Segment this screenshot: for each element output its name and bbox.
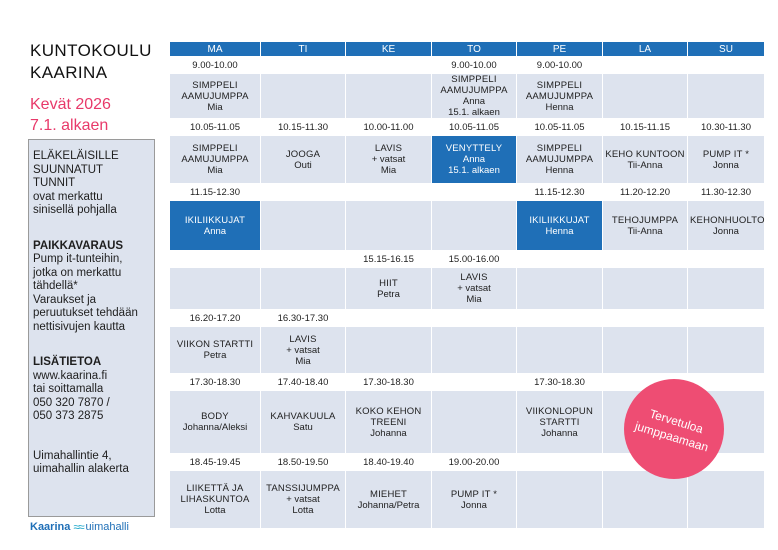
empty-cell — [432, 201, 517, 251]
time-cell — [432, 310, 517, 327]
class-note: 15.1. alkaen — [448, 107, 500, 118]
info-sidebar — [28, 139, 155, 517]
senior-heading-3: TUNNIT — [33, 177, 76, 189]
senior-text-2: sinisellä pohjalla — [33, 204, 117, 216]
class-note: + vatsat — [371, 154, 406, 165]
class-name: JOOGA — [285, 148, 321, 160]
class-row — [170, 471, 765, 529]
senior-heading-1: ELÄKELÄISILLE — [33, 150, 119, 162]
time-cell: 15.15-16.15 — [346, 251, 432, 268]
class-name: LIIKETTÄ JA LIHASKUNTOA — [180, 483, 250, 505]
class-cell — [517, 136, 603, 184]
waves-icon: ≈≈ — [73, 520, 83, 534]
day-header-su: SU — [688, 42, 765, 57]
class-name: IKILIIKKUJAT — [184, 214, 246, 226]
time-cell: 11.20-12.20 — [603, 184, 688, 201]
booking-line: nettisivujen kautta — [33, 320, 126, 333]
time-cell: 17.30-18.30 — [517, 374, 603, 391]
empty-cell — [346, 327, 432, 374]
day-header-to: TO — [432, 42, 517, 57]
booking-line: jotka on merkattu — [33, 266, 122, 279]
class-name: SIMPPELI AAMUJUMPPA — [525, 79, 594, 102]
class-cell — [170, 74, 261, 119]
time-cell — [346, 310, 432, 327]
class-note: + vatsat — [286, 344, 320, 356]
class-cell — [346, 136, 432, 184]
instructor-name: Johanna — [541, 427, 578, 439]
page-title — [30, 40, 152, 84]
class-cell — [432, 74, 517, 119]
senior-text-1: ovat merkattu — [33, 190, 103, 203]
welcome-badge — [624, 379, 724, 479]
logo-name: Kaarina — [30, 521, 71, 533]
time-cell: 19.00-20.00 — [432, 454, 517, 471]
time-cell: 15.00-16.00 — [432, 251, 517, 268]
time-cell — [170, 251, 261, 268]
class-name: SIMPPELI AAMUJUMPPA — [181, 143, 249, 165]
class-name: SIMPPELI AAMUJUMPPA — [525, 143, 594, 165]
day-header-ke: KE — [346, 42, 432, 57]
instructor-name: Jonna — [461, 499, 487, 511]
class-name: LAVIS — [289, 333, 317, 345]
empty-cell — [688, 74, 765, 119]
empty-cell — [170, 268, 261, 310]
kaarina-logo — [30, 520, 129, 534]
class-cell — [517, 391, 603, 454]
class-cell — [517, 201, 603, 251]
time-row — [170, 119, 765, 136]
class-note: 15.1. alkaen — [448, 165, 500, 176]
season-line-2: 7.1. alkaen — [30, 117, 109, 134]
contact-line: www.kaarina.fi — [33, 369, 108, 382]
empty-cell — [688, 471, 765, 529]
instructor-name: Johanna — [370, 427, 407, 439]
time-cell: 9.00-10.00 — [432, 57, 517, 74]
welcome-text: Tervetuloa jumppaamaan — [633, 406, 711, 455]
empty-cell — [517, 268, 603, 310]
empty-cell — [688, 327, 765, 374]
contact-line: 050 373 2875 — [33, 410, 104, 422]
class-name: VENYTTELY — [445, 143, 503, 154]
booking-line: Varaukset ja — [33, 293, 97, 306]
time-cell: 11.30-12.30 — [688, 184, 765, 201]
class-name: TANSSIJUMPPA — [266, 483, 340, 494]
time-cell: 17.30-18.30 — [170, 374, 261, 391]
instructor-name: Henna — [545, 225, 574, 237]
empty-cell — [603, 327, 688, 374]
class-cell — [432, 471, 517, 529]
class-note: + vatsat — [457, 283, 491, 294]
class-cell — [432, 136, 517, 184]
time-cell: 18.50-19.50 — [261, 454, 346, 471]
time-cell — [603, 251, 688, 268]
class-cell — [603, 201, 688, 251]
instructor-name: Mia — [207, 101, 223, 113]
logo-suffix: uimahalli — [85, 521, 129, 533]
instructor-name: Lotta — [292, 505, 314, 516]
class-cell — [170, 201, 261, 251]
address-line: uimahallin alakerta — [33, 463, 129, 475]
class-row — [170, 201, 765, 251]
class-name: MIEHET — [369, 488, 408, 500]
class-name: TEHOJUMPPA — [611, 214, 679, 226]
booking-line: Pump it-tunteihin, — [33, 253, 123, 265]
time-cell: 10.05-11.05 — [517, 119, 603, 136]
instructor-name: Jonna — [713, 225, 739, 237]
class-row — [170, 136, 765, 184]
class-cell — [517, 74, 603, 119]
class-name: BODY — [201, 411, 229, 422]
instructor-name: Johanna/Petra — [357, 499, 420, 511]
time-cell: 10.05-11.05 — [432, 119, 517, 136]
day-header-row — [170, 42, 765, 57]
class-name: KAHVAKUULA — [270, 411, 336, 422]
instructor-name: Mia — [295, 355, 311, 367]
class-name: VIIKON STARTTI — [176, 339, 254, 350]
empty-cell — [603, 74, 688, 119]
instructor-name: Tii-Anna — [627, 225, 663, 237]
contact-line: 050 320 7870 / — [33, 396, 110, 409]
class-cell — [346, 391, 432, 454]
instructor-name: Outi — [294, 159, 312, 171]
instructor-name: Anna — [203, 225, 227, 237]
address-section — [33, 450, 151, 477]
time-cell — [346, 184, 432, 201]
time-row — [170, 57, 765, 74]
class-name: IKILIIKKUJAT — [529, 214, 590, 226]
instructor-name: Anna — [462, 96, 486, 107]
contact-info-section — [33, 356, 151, 424]
title-line-2: KAARINA — [30, 63, 108, 82]
class-name: PUMP IT * — [702, 148, 750, 160]
booking-info-section — [33, 240, 151, 335]
time-cell — [346, 57, 432, 74]
time-cell — [517, 251, 603, 268]
class-cell — [261, 136, 346, 184]
instructor-name: Henna — [545, 101, 574, 113]
empty-cell — [517, 471, 603, 529]
class-name: SIMPPELI AAMUJUMPPA — [440, 74, 508, 96]
title-line-1: KUNTOKOULU — [30, 41, 152, 60]
class-name: KOKO KEHON TREENI — [355, 405, 422, 428]
time-cell: 10.00-11.00 — [346, 119, 432, 136]
booking-line: tähdellä* — [33, 280, 78, 292]
address-line: Uimahallintie 4, — [33, 449, 112, 462]
day-header-pe: PE — [517, 42, 603, 57]
instructor-name: Mia — [380, 165, 397, 176]
time-cell — [517, 310, 603, 327]
class-name: VIIKONLOPUN STARTTI — [525, 405, 594, 428]
time-cell: 10.30-11.30 — [688, 119, 765, 136]
time-cell — [432, 184, 517, 201]
instructor-name: Mia — [207, 165, 223, 176]
senior-heading-2: SUUNNATUT — [33, 163, 104, 176]
instructor-name: Johanna/Aleksi — [182, 422, 248, 433]
time-cell — [688, 251, 765, 268]
time-cell: 16.20-17.20 — [170, 310, 261, 327]
empty-cell — [261, 268, 346, 310]
instructor-name: Petra — [203, 350, 227, 361]
booking-heading: PAIKKAVARAUS — [33, 239, 124, 252]
time-cell: 10.05-11.05 — [170, 119, 261, 136]
class-cell — [688, 201, 765, 251]
time-cell: 9.00-10.00 — [517, 57, 603, 74]
class-name: SIMPPELI AAMUJUMPPA — [181, 79, 249, 102]
empty-cell — [432, 391, 517, 454]
time-cell — [603, 57, 688, 74]
day-header-ma: MA — [170, 42, 261, 57]
class-name: LAVIS — [460, 272, 488, 283]
time-cell: 18.40-19.40 — [346, 454, 432, 471]
class-cell — [170, 471, 261, 529]
time-cell: 11.15-12.30 — [517, 184, 603, 201]
instructor-name: Henna — [545, 165, 574, 176]
empty-cell — [432, 327, 517, 374]
season-line-1: Kevät 2026 — [30, 96, 111, 113]
season-label — [30, 94, 111, 136]
time-cell: 9.00-10.00 — [170, 57, 261, 74]
instructor-name: Jonna — [713, 159, 739, 171]
empty-cell — [688, 268, 765, 310]
empty-cell — [346, 74, 432, 119]
senior-info-section — [33, 150, 151, 218]
empty-cell — [346, 201, 432, 251]
class-cell — [346, 471, 432, 529]
contact-line: tai soittamalla — [33, 383, 104, 395]
time-cell: 17.40-18.40 — [261, 374, 346, 391]
instructor-name: Satu — [293, 422, 313, 433]
class-cell — [432, 268, 517, 310]
time-row — [170, 310, 765, 327]
class-row — [170, 327, 765, 374]
time-cell: 10.15-11.30 — [261, 119, 346, 136]
class-cell — [688, 136, 765, 184]
instructor-name: Petra — [377, 288, 400, 300]
class-name: KEHO KUNTOON — [605, 148, 685, 160]
class-cell — [261, 391, 346, 454]
instructor-name: Tii-Anna — [627, 159, 663, 171]
class-name: KEHONHUOLTO — [690, 214, 765, 226]
time-cell: 10.15-11.15 — [603, 119, 688, 136]
booking-line: peruutukset tehdään — [33, 307, 138, 319]
time-cell — [261, 184, 346, 201]
instructor-name: Anna — [462, 154, 486, 165]
class-cell — [603, 136, 688, 184]
time-cell: 17.30-18.30 — [346, 374, 432, 391]
time-cell — [261, 57, 346, 74]
empty-cell — [603, 268, 688, 310]
instructor-name: Mia — [466, 294, 482, 305]
time-cell — [432, 374, 517, 391]
day-header-la: LA — [603, 42, 688, 57]
time-row — [170, 184, 765, 201]
time-cell: 18.45-19.45 — [170, 454, 261, 471]
class-row — [170, 268, 765, 310]
class-row — [170, 74, 765, 119]
time-cell — [688, 310, 765, 327]
class-cell — [170, 136, 261, 184]
class-cell — [170, 327, 261, 374]
time-cell — [688, 57, 765, 74]
day-header-ti: TI — [261, 42, 346, 57]
class-cell — [261, 327, 346, 374]
time-cell — [603, 310, 688, 327]
empty-cell — [261, 74, 346, 119]
empty-cell — [603, 471, 688, 529]
time-cell: 11.15-12.30 — [170, 184, 261, 201]
empty-cell — [261, 201, 346, 251]
class-cell — [261, 471, 346, 529]
time-cell — [517, 454, 603, 471]
time-cell — [261, 251, 346, 268]
time-row — [170, 251, 765, 268]
class-name: LAVIS — [374, 143, 403, 154]
time-cell: 16.30-17.30 — [261, 310, 346, 327]
empty-cell — [517, 327, 603, 374]
class-name: HIIT — [379, 277, 398, 289]
instructor-name: Lotta — [204, 505, 226, 516]
class-name: PUMP IT * — [450, 488, 498, 500]
contact-heading: LISÄTIETOA — [33, 356, 102, 368]
class-note: + vatsat — [286, 494, 320, 505]
class-cell — [346, 268, 432, 310]
class-cell — [170, 391, 261, 454]
